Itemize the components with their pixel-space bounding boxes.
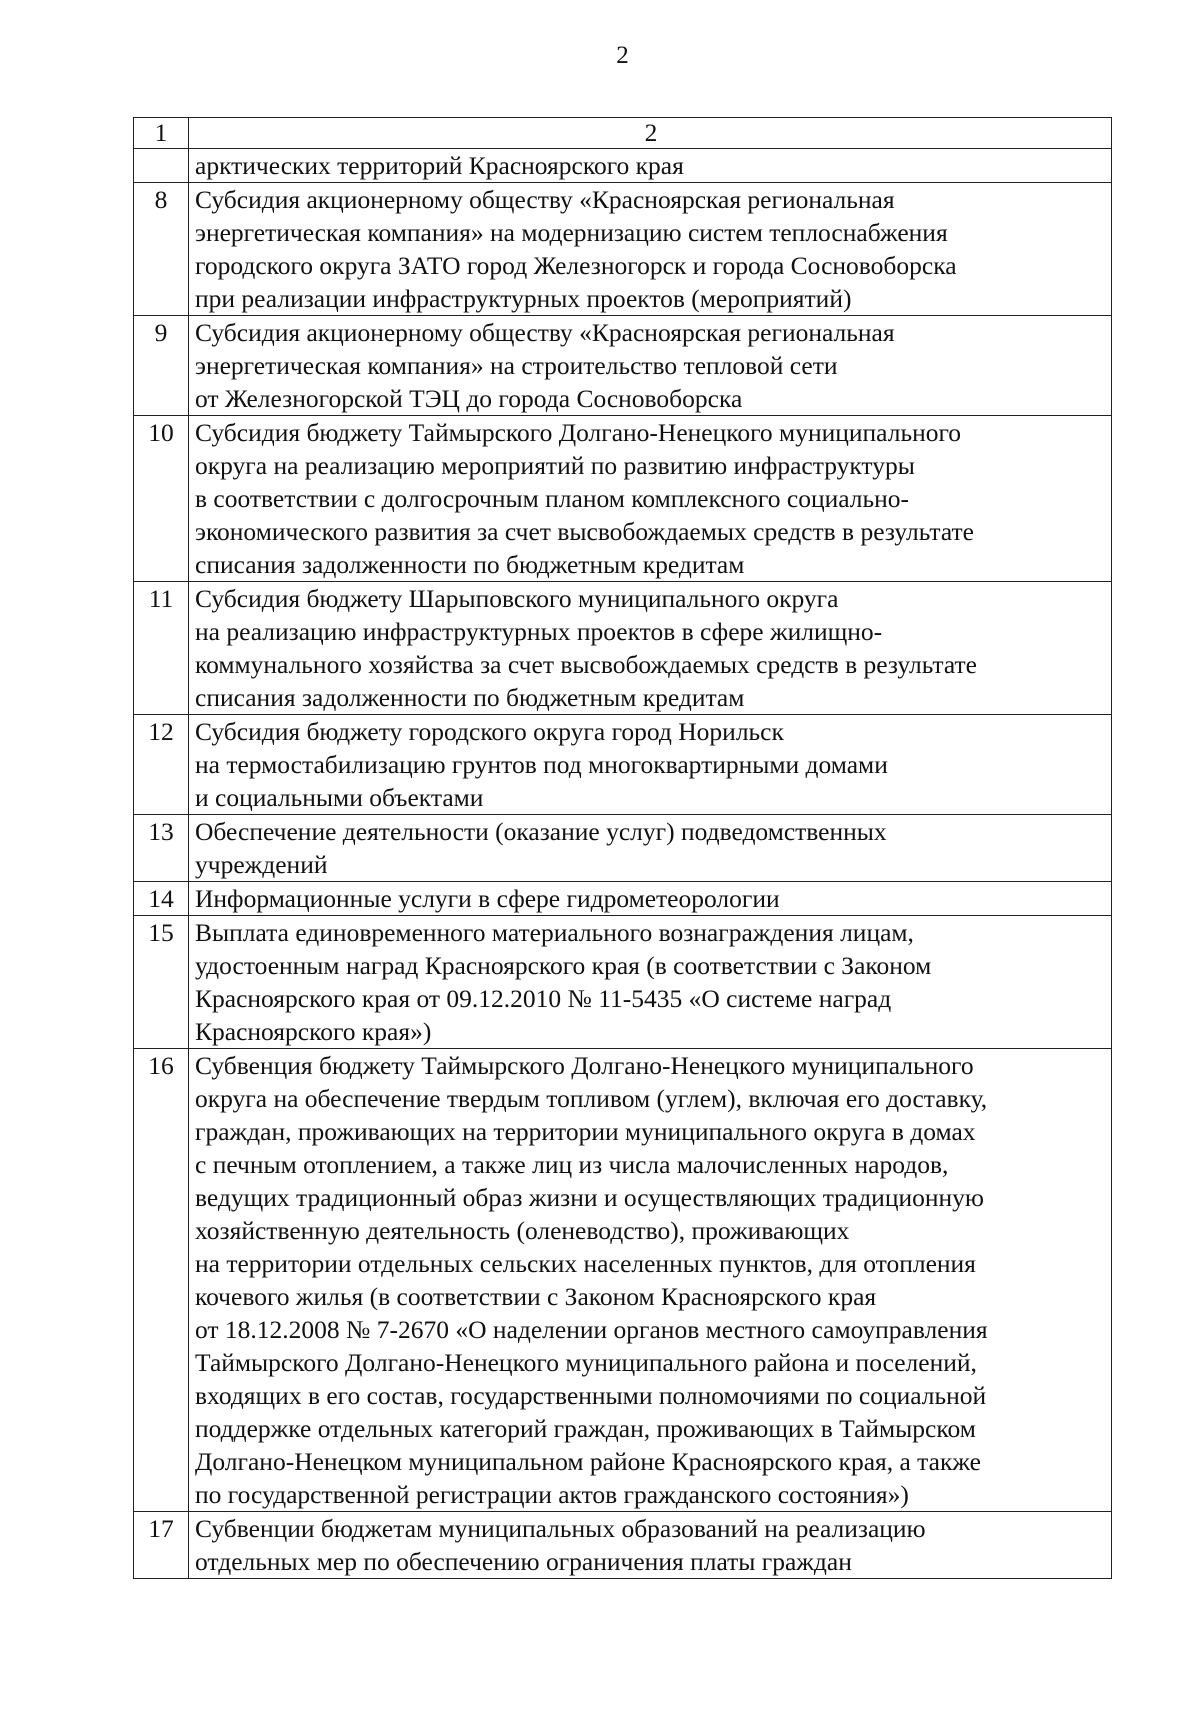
table-header-row	[134, 118, 1112, 149]
header-col-2: 2	[189, 118, 1112, 149]
table-row	[134, 582, 1112, 715]
table-row	[134, 183, 1112, 316]
row-text: Субсидия бюджету Шарыповского муниципального округа на реализацию инфраструктурных проектов в сфере жилищно- коммунального хозяйства за счет высвобождаемых средств в результате списания задолженности по бюджетным кредитам	[189, 582, 1112, 715]
row-number: 12	[134, 715, 189, 815]
row-text: Обеспечение деятельности (оказание услуг) подведомственных учреждений	[189, 815, 1112, 882]
row-text: Субвенции бюджетам муниципальных образований на реализацию отдельных мер по обеспечению ограничения платы граждан	[189, 1512, 1112, 1579]
row-number: 10	[134, 416, 189, 582]
row-number: 15	[134, 916, 189, 1049]
row-text: Выплата единовременного материального вознаграждения лицам, удостоенным наград Красноярского края (в соответствии с Законом Красноярского края от 09.12.2010 № 11-5435 «О системе наград Красноярского края»)	[189, 916, 1112, 1049]
row-number: 17	[134, 1512, 189, 1579]
row-number: 16	[134, 1049, 189, 1512]
row-number	[134, 149, 189, 183]
header-col-1: 1	[134, 118, 189, 149]
table-row	[134, 715, 1112, 815]
row-number: 9	[134, 316, 189, 416]
row-text: Субсидия акционерному обществу «Красноярская региональная энергетическая компания» на строительство тепловой сети от Железногорской ТЭЦ до города Сосновоборска	[189, 316, 1112, 416]
row-text: Субсидия бюджету Таймырского Долгано-Ненецкого муниципального округа на реализацию мероприятий по развитию инфраструктуры в соответствии с долгосрочным планом комплексного социально- экономического развития за счет высвобождаемых средств в результате списания задолженности по бюджетным кредитам	[189, 416, 1112, 582]
subsidies-table	[133, 117, 1112, 1579]
row-text: Субвенция бюджету Таймырского Долгано-Ненецкого муниципального округа на обеспечение твердым топливом (углем), включая его доставку, граждан, проживающих на территории муниципального округа в домах с печным отоплением, а также лиц из числа малочисленных народов, ведущих традиционный образ жизни и осуществляющих традиционную хозяйственную деятельность (оленеводство), проживающих на территории отдельных сельских населенных пунктов, для отопления кочевого жилья (в соответствии с Законом Красноярского края от 18.12.2008 № 7-2670 «О наделении органов местного самоуправления Таймырского Долгано-Ненецкого муниципального района и поселений, входящих в его состав, государственными полномочиями по социальной поддержке отдельных категорий граждан, проживающих в Таймырском Долгано-Ненецком муниципальном районе Красноярского края, а также по государственной регистрации актов гражданского состояния»)	[189, 1049, 1112, 1512]
table-row	[134, 149, 1112, 183]
table-row	[134, 882, 1112, 916]
table-row	[134, 916, 1112, 1049]
row-number: 13	[134, 815, 189, 882]
table-row	[134, 1049, 1112, 1512]
row-number: 14	[134, 882, 189, 916]
table-row	[134, 416, 1112, 582]
table-row	[134, 316, 1112, 416]
row-text: Субсидия бюджету городского округа город Норильск на термостабилизацию грунтов под многоквартирными домами и социальными объектами	[189, 715, 1112, 815]
row-text: Информационные услуги в сфере гидрометеорологии	[189, 882, 1112, 916]
table-row	[134, 815, 1112, 882]
row-text: арктических территорий Красноярского края	[189, 149, 1112, 183]
row-number: 8	[134, 183, 189, 316]
page-number: 2	[616, 42, 629, 69]
row-number: 11	[134, 582, 189, 715]
table-row	[134, 1512, 1112, 1579]
row-text: Субсидия акционерному обществу «Красноярская региональная энергетическая компания» на модернизацию систем теплоснабжения городского округа ЗАТО город Железногорск и города Сосновоборска при реализации инфраструктурных проектов (мероприятий)	[189, 183, 1112, 316]
